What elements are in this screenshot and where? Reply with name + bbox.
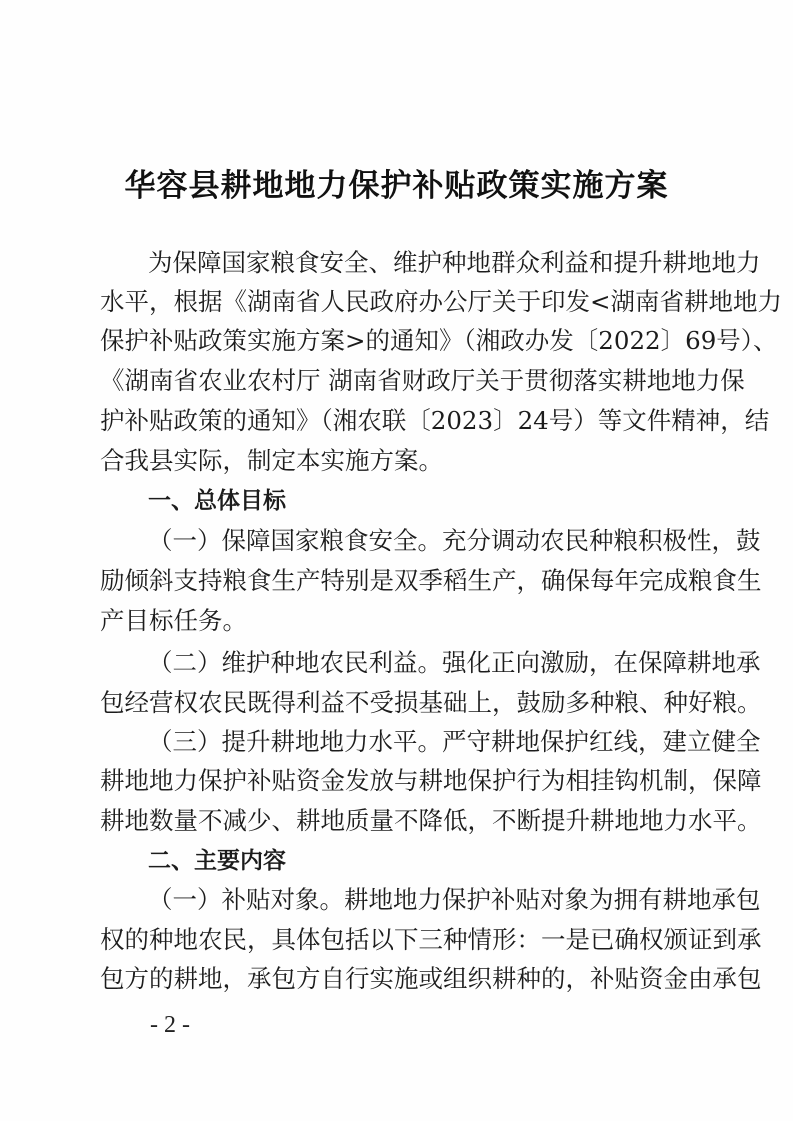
- paragraph-line: 保护补贴政策实施方案>的通知》（湘政办发〔2022〕69号）、: [100, 326, 778, 355]
- paragraph-line: 耕地数量不减少、耕地质量不降低，不断提升耕地地力水平。: [100, 806, 762, 835]
- paragraph-line: 励倾斜支持粮食生产特别是双季稻生产，确保每年完成粮食生: [100, 566, 762, 595]
- paragraph-line: 合我县实际，制定本实施方案。: [100, 446, 443, 475]
- page-number: - 2 -: [150, 1012, 190, 1038]
- paragraph-line: 耕地地力保护补贴资金发放与耕地保护行为相挂钩机制，保障: [100, 766, 762, 795]
- paragraph-line: 权的种地农民，具体包括以下三种情形：一是已确权颁证到承: [100, 925, 762, 954]
- paragraph-line: （一）补贴对象。耕地地力保护补贴对象为拥有耕地承包: [148, 885, 761, 914]
- paragraph-line: 水平，根据《湖南省人民政府办公厅关于印发<湖南省耕地地力: [100, 287, 783, 316]
- document-title: 华容县耕地地力保护补贴政策实施方案: [124, 168, 669, 204]
- paragraph-line: （三）提升耕地地力水平。严守耕地保护红线，建立健全: [148, 727, 761, 756]
- paragraph-line: 护补贴政策的通知》（湘农联〔2023〕24号）等文件精神，结: [100, 406, 770, 435]
- section-heading: 二、主要内容: [148, 848, 286, 874]
- paragraph-line: 《湖南省农业农村厅 湖南省财政厅关于贯彻落实耕地地力保: [100, 366, 745, 395]
- paragraph-line: 产目标任务。: [100, 606, 247, 635]
- paragraph-line: 包经营权农民既得利益不受损基础上，鼓励多种粮、种好粮。: [100, 688, 762, 717]
- paragraph-line: （二）维护种地农民利益。强化正向激励，在保障耕地承: [148, 648, 761, 677]
- paragraph-line: 包方的耕地，承包方自行实施或组织耕种的，补贴资金由承包: [100, 964, 762, 993]
- paragraph-line: （一）保障国家粮食安全。充分调动农民种粮积极性，鼓: [148, 526, 761, 555]
- section-heading: 一、总体目标: [148, 488, 286, 514]
- paragraph-line: 为保障国家粮食安全、维护种地群众利益和提升耕地地力: [148, 248, 761, 277]
